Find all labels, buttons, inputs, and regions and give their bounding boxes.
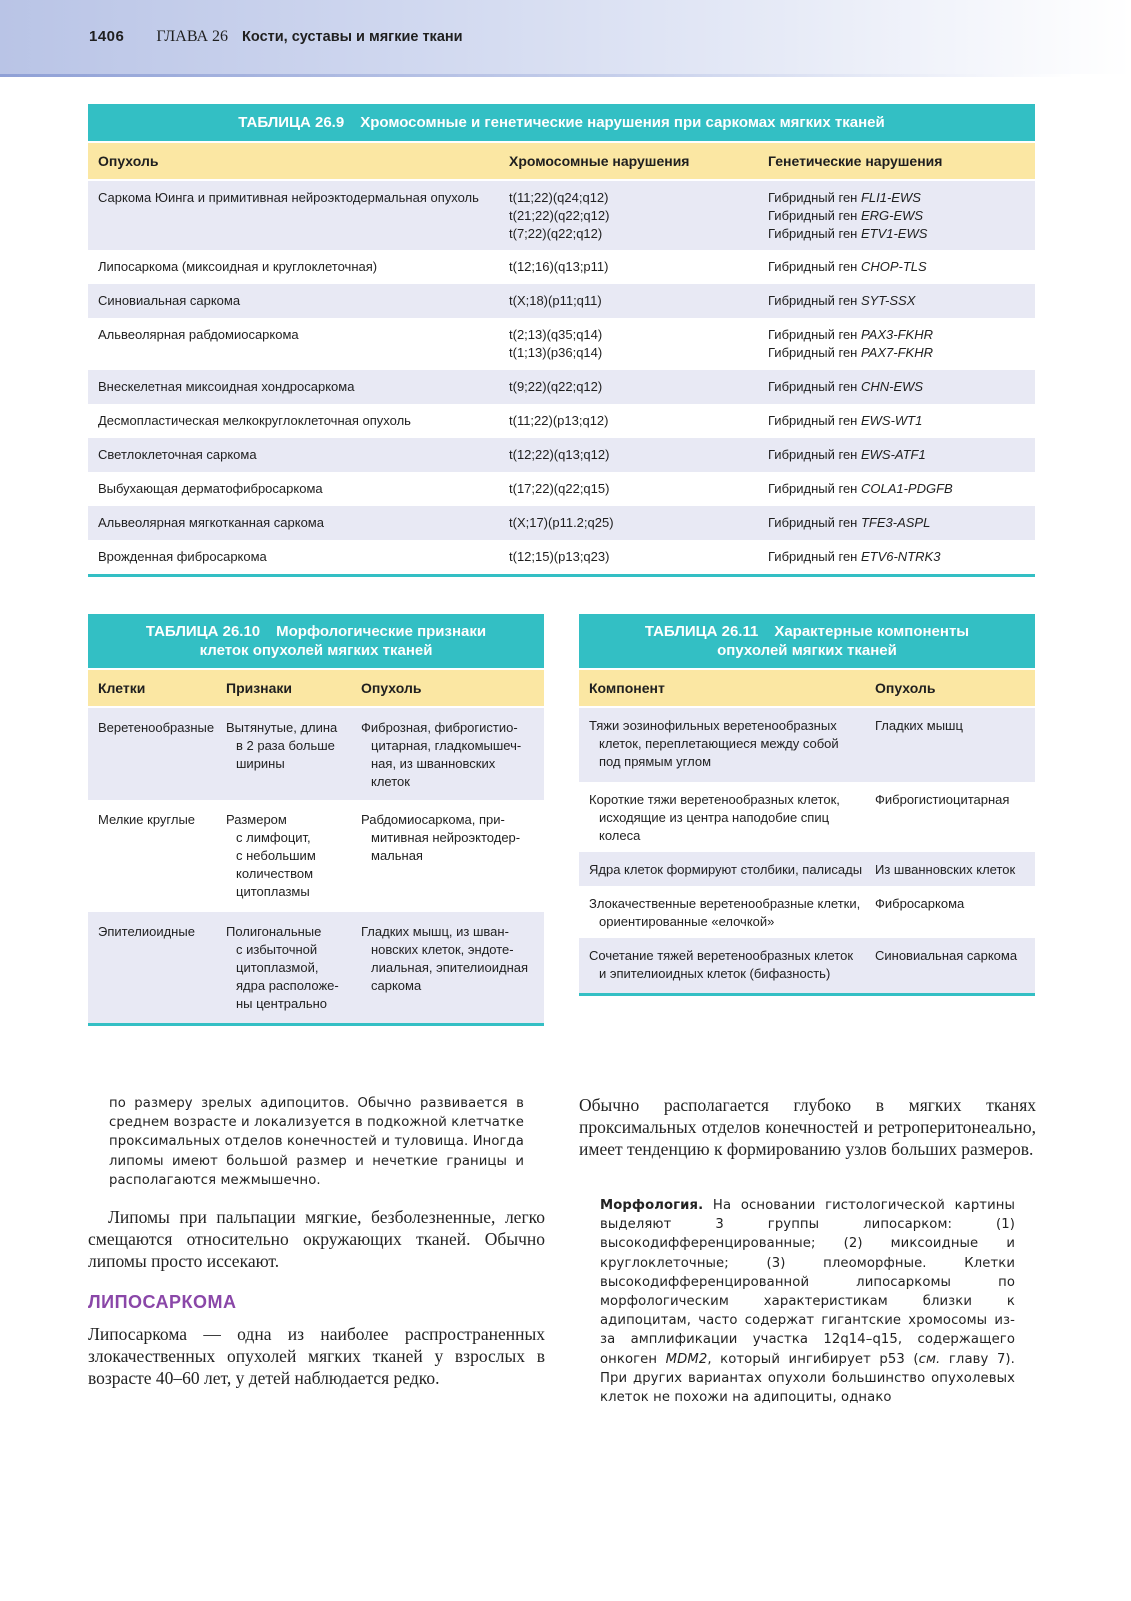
feature-line: с небольшим [236,848,316,863]
tumor-cell: Врожденная фибросаркома [98,549,267,564]
genetic-cell [768,480,1035,506]
table-row [579,886,1035,938]
column-header: Хромосомные нарушения [509,153,690,169]
table-header-row [88,668,544,708]
tumor-cell: Внескелетная миксоидная хондросаркома [98,379,355,394]
table-26-9 [88,104,1035,577]
lipoma-text-continued: по размеру зрелых адипоцитов. Обычно развивается в среднем возрасте и локализуется в подкожной клетчатке проксимальных отделов конечностей и туловища. Иногда липомы имеют большой размер и нечеткие границы и располагаются межмышечно. [109,1096,524,1188]
tumor-line: лиальная, эпителиоидная [371,960,529,975]
morphology-text: На основании гистологической картины выделяют 3 группы липосарком: (1) высокодифференцированные; (2) миксоидные и круглоклеточные; (3) плеоморфные. Клетки высокодифференцированной липосаркомы по морфологическим характеристикам близки к адипоцитам, часто содержат гигантские хромосомы из-за амплификации участка 12q14–q15, содержащего онкоген [600,1198,1015,1367]
table-row [88,506,1035,540]
table-body [88,708,544,1023]
gene-name: EWS-ATF1 [860,447,926,462]
chromosomal-cell [509,480,768,506]
table-title [88,614,544,668]
table-body [88,181,1035,574]
gene-name: SYT-SSX [860,293,916,308]
tumor-line: клеток [371,774,410,789]
table-bottom-rule [88,1023,544,1026]
genetic-line [768,189,1035,207]
table-row [88,708,544,800]
gene-name: FLI1-EWS [860,190,921,205]
column-header: Опухоль [361,680,422,696]
chromosomal-line: t(12;16)(q13;p11) [509,259,609,274]
gene-prefix: Гибридный ген [768,345,861,360]
gene-name: EWS-WT1 [860,413,923,428]
genetic-line [768,548,1035,566]
table-caption-line: клеток опухолей мягких тканей [199,642,433,659]
genetic-line [768,378,1035,396]
gene-name: COLA1-PDGFB [860,481,953,496]
chromosomal-cell [509,258,768,284]
morphology-label: Морфология. [600,1198,704,1213]
morphology-paragraph [600,1196,1015,1407]
gene-name: PAX3-FKHR [860,327,933,342]
gene-name: TFE3-ASPL [860,515,931,530]
table-body [579,708,1035,993]
table-header-row [88,141,1035,181]
chromosomal-line: t(X;17)(p11.2;q25) [509,515,614,530]
table-row [88,800,544,912]
gene-prefix: Гибридный ген [768,379,861,394]
chromosomal-line: t(17;22)(q22;q15) [509,481,610,496]
component-line: Короткие тяжи веретенообразных клеток, [589,792,840,807]
feature-line: цитоплазмы [236,884,310,899]
table-caption-line: Характерные компоненты [774,623,970,640]
component-cell [579,791,875,852]
chromosomal-line: t(1;13)(p36;q14) [509,345,603,360]
table-bottom-rule [88,574,1035,577]
genetic-line [768,412,1035,430]
table-26-10 [88,614,544,1026]
gene-prefix: Гибридный ген [768,226,861,241]
component-line: колеса [599,828,641,843]
chromosomal-line: t(12;22)(q13;q12) [509,447,610,462]
table-caption-line: Морфологические признаки [276,623,487,640]
table-number: ТАБЛИЦА 26.9 [238,114,345,131]
cross-reference: см. [918,1351,941,1367]
tumor-line: мальная [371,848,423,863]
feature-line: в 2 раза больше [236,738,335,753]
tumor-cell: Саркома Юинга и примитивная нейроэктодермальная опухоль [98,190,479,205]
tumor-cell: Синовиальная саркома [875,948,1018,963]
table-row [88,250,1035,284]
table-row [88,318,1035,370]
genetic-cell [768,258,1035,284]
table-row [579,782,1035,852]
table-header-row [579,668,1035,708]
chromosomal-line: t(12;15)(p13;q23) [509,549,610,564]
genetic-line [768,292,1035,310]
tumor-line: Фиброзная, фиброгистио- [361,720,518,735]
table-row [579,852,1035,886]
chromosomal-cell [509,514,768,540]
gene-prefix: Гибридный ген [768,208,861,223]
column-header: Признаки [226,680,293,696]
genetic-line [768,446,1035,464]
gene-prefix: Гибридный ген [768,293,861,308]
component-line: исходящие из центра наподобие спиц [599,810,830,825]
table-number: ТАБЛИЦА 26.11 [644,623,759,640]
table-row [88,404,1035,438]
tumor-line: Гладких мышц, из шван- [361,924,509,939]
chromosomal-line: t(9;22)(q22;q12) [509,379,603,394]
component-cell [579,861,875,886]
feature-line: ширины [236,756,285,771]
table-row [579,708,1035,782]
chromosomal-line: t(2;13)(q35;q14) [509,327,603,342]
chromosomal-line: t(7;22)(q22;q12) [509,226,603,241]
tumor-line: новских клеток, эндоте- [371,942,514,957]
feature-line: количеством [236,866,314,881]
table-number: ТАБЛИЦА 26.10 [145,623,261,640]
chromosomal-cell [509,446,768,472]
gene-prefix: Гибридный ген [768,481,861,496]
lipoma-paragraph: Липомы при пальпации мягкие, безболезненные, легко смещаются относительно окружающих тканей. Обычно липомы просто иссекают. [88,1207,545,1271]
tumor-cell: Альвеолярная рабдомиосаркома [98,327,299,342]
genetic-line [768,480,1035,498]
table-row [88,912,544,1023]
component-cell [579,947,875,993]
genetic-cell [768,412,1035,438]
chromosomal-line: t(11;22)(q24;q12) [509,190,609,205]
table-title [579,614,1035,668]
gene-name: MDM2 [665,1351,708,1367]
table-26-11 [579,614,1035,996]
chapter-label: ГЛАВА 26 [156,28,229,45]
component-line: ориентированные «елочкой» [599,914,775,929]
column-header: Генетические нарушения [768,153,943,169]
genetic-cell [768,292,1035,318]
morphology-text: главу 7). При других вариантах опухоли большинство опухолевых клеток не похожи на адипоциты, однако [600,1351,1015,1406]
gene-name: ERG-EWS [860,208,924,223]
tumor-line: Рабдомиосаркома, при- [361,812,505,827]
table-caption-line: опухолей мягких тканей [717,642,897,659]
running-head [89,28,463,46]
component-line: Тяжи эозинофильных веретенообразных [589,718,837,733]
component-line: Сочетание тяжей веретенообразных клеток [589,948,854,963]
gene-name: CHN-EWS [860,379,924,394]
column-header: Опухоль [98,153,159,169]
gene-name: ETV1-EWS [860,226,928,241]
tumor-cell: Десмопластическая мелкокруглоклеточная опухоль [98,413,411,428]
genetic-cell [768,189,1035,250]
features-cell [226,923,361,1023]
feature-line: Размером [226,812,287,827]
cell-type: Веретенообразные [98,720,215,735]
genetic-line [768,225,1035,243]
gene-prefix: Гибридный ген [768,549,861,564]
tumor-cell: Фибросаркома [875,896,965,911]
gene-prefix: Гибридный ген [768,413,861,428]
tumor-cell [361,719,544,800]
tumor-line: цитарная, гладкомышеч- [371,738,522,753]
genetic-cell [768,378,1035,404]
morphology-text: , который ингибирует p53 ( [707,1351,919,1367]
feature-line: ны центрально [236,996,328,1011]
genetic-cell [768,514,1035,540]
cell-type: Мелкие круглые [98,812,196,827]
tumor-cell: Синовиальная саркома [98,293,241,308]
genetic-line [768,258,1035,276]
component-cell [579,895,875,938]
chromosomal-cell [509,326,768,370]
tumor-cell: Светлоклеточная саркома [98,447,257,462]
component-cell [579,717,875,782]
chromosomal-line: t(11;22)(p13;q12) [509,413,609,428]
table-row [88,540,1035,574]
genetic-line [768,344,1035,362]
genetic-cell [768,446,1035,472]
gene-prefix: Гибридный ген [768,190,861,205]
genetic-cell [768,548,1035,574]
feature-line: ядра расположе- [236,978,339,993]
column-header: Опухоль [875,680,936,696]
genetic-line [768,514,1035,532]
section-heading: ЛИПОСАРКОМА [88,1292,237,1312]
feature-line: с лимфоцит, [236,830,311,845]
table-row [88,472,1035,506]
tumor-line: митивная нейроэктодер- [371,830,521,845]
features-cell [226,719,361,800]
chromosomal-cell [509,412,768,438]
tumor-cell [361,811,544,912]
chromosomal-cell [509,189,768,250]
tumor-line: саркома [371,978,422,993]
chromosomal-line: t(X;18)(p11;q11) [509,293,602,308]
tumor-cell: Гладких мышц [875,718,963,733]
genetic-line [768,326,1035,344]
header-rule [0,74,1131,77]
component-line: Ядра клеток формируют столбики, палисады [589,862,863,877]
column-header: Компонент [589,680,665,696]
table-row [88,438,1035,472]
feature-line: Полигональные [226,924,322,939]
tumor-cell [361,923,544,1023]
gene-name: PAX7-FKHR [860,345,933,360]
gene-name: CHOP-TLS [860,259,927,274]
column-header: Клетки [98,680,146,696]
feature-line: цитоплазмой, [236,960,319,975]
tumor-cell: Выбухающая дерматофибросаркома [98,481,323,496]
table-row [88,181,1035,250]
gene-prefix: Гибридный ген [768,327,861,342]
table-row [579,938,1035,993]
chromosomal-cell [509,292,768,318]
table-caption: Хромосомные и генетические нарушения при саркомах мягких тканей [360,114,885,131]
cell-type: Эпителиоидные [98,924,195,939]
gene-prefix: Гибридный ген [768,515,861,530]
component-line: клеток, переплетающиеся между собой [599,736,839,751]
chromosomal-cell [509,548,768,574]
gene-name: ETV6-NTRK3 [860,549,941,564]
liposarcoma-intro: Липосаркома — одна из наиболее распространенных злокачественных опухолей мягких тканей у взрослых в возрасте 40–60 лет, у детей наблюдается редко. [88,1324,545,1388]
table-row [88,284,1035,318]
feature-line: Вытянутые, длина [226,720,338,735]
gene-prefix: Гибридный ген [768,259,861,274]
table-title [88,104,1035,141]
tumor-line: ная, из шванновских [371,756,496,771]
features-cell [226,811,361,912]
component-line: Злокачественные веретенообразные клетки, [589,896,861,911]
genetic-cell [768,326,1035,370]
page-number: 1406 [89,28,125,45]
table-bottom-rule [579,993,1035,996]
tumor-cell: Из шванновских клеток [875,862,1016,877]
genetic-line [768,207,1035,225]
chapter-title: Кости, суставы и мягкие ткани [242,29,463,45]
component-line: под прямым углом [599,754,712,769]
tumor-cell: Фиброгистиоцитарная [875,792,1010,807]
feature-line: с избыточной [236,942,318,957]
tumor-cell: Альвеолярная мягкотканная саркома [98,515,324,530]
liposarcoma-location-paragraph: Обычно располагается глубоко в мягких тканях проксимальных отделов конечностей и ретроперитонеально, имеет тенденцию к формированию узлов больших размеров. [579,1095,1036,1159]
table-row [88,370,1035,404]
gene-prefix: Гибридный ген [768,447,861,462]
tumor-cell: Липосаркома (миксоидная и круглоклеточная) [98,259,378,274]
chromosomal-line: t(21;22)(q22;q12) [509,208,610,223]
component-line: и эпителиоидных клеток (бифазность) [599,966,831,981]
chromosomal-cell [509,378,768,404]
